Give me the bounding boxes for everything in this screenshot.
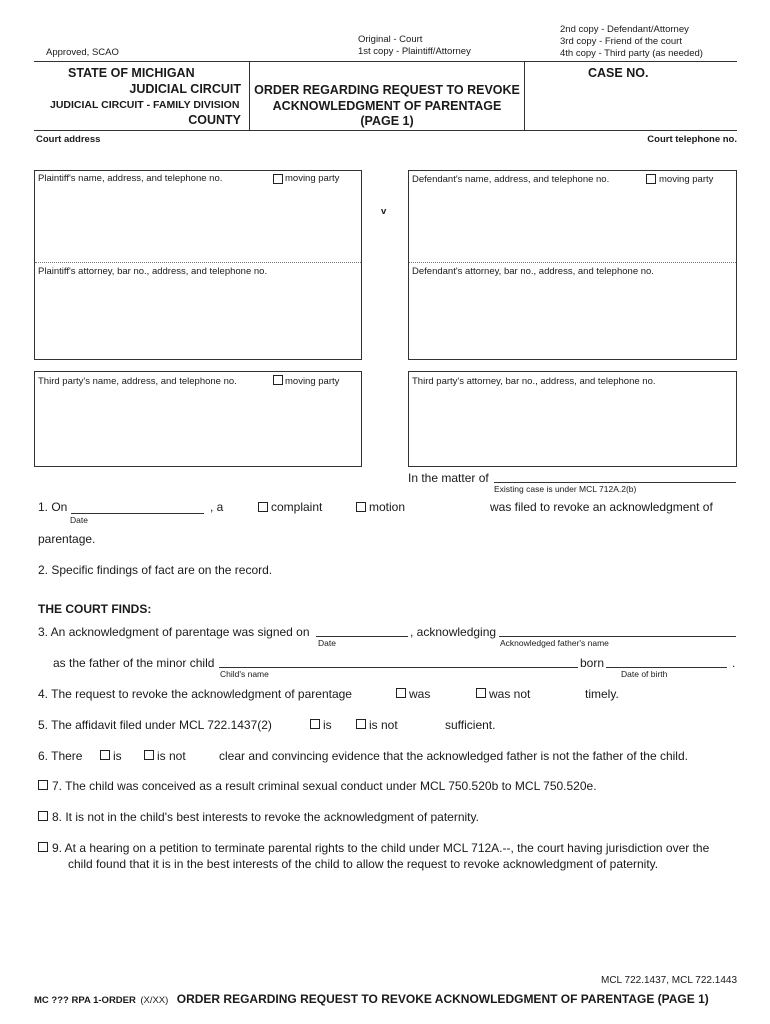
copy-second: 2nd copy - Defendant/Attorney [560,24,689,35]
item4-text: 4. The request to revoke the acknowledgment of parentage [38,687,352,701]
item4-was-not-checkbox[interactable] [476,688,486,698]
third-party-label: Third party's name, address, and telephone no. [38,376,237,387]
court-phone-label: Court telephone no. [647,134,737,145]
item5-text: 5. The affidavit filed under MCL 722.1437(2) [38,718,272,732]
item3-acknowledging: , acknowledging [410,625,497,639]
item3-text: 3. An acknowledgment of parentage was signed on [38,625,310,639]
form-title-line1: ORDER REGARDING REQUEST TO REVOKE [254,83,520,97]
item6-is-label: is [113,749,122,763]
item3-born: born [580,656,605,670]
item5-is-checkbox[interactable] [310,719,320,729]
header-bottom-rule [34,130,737,131]
item1-on: 1. On [38,500,68,514]
item3-period: . [732,656,736,670]
footer-form-id: MC ??? RPA 1-ORDER [34,995,136,1006]
third-party-moving-party-label: moving party [285,376,340,387]
item1-a: , a [210,500,224,514]
case-no-label: CASE NO. [588,66,649,80]
plaintiff-attorney-label: Plaintiff's attorney, bar no., address, and telephone no. [38,266,268,277]
state-label: STATE OF MICHIGAN [68,66,195,80]
item9-line1: 9. At a hearing on a petition to terminate parental rights to the child under MCL 712A.--, the court having jurisdiction over the [52,841,710,855]
item7-text: 7. The child was conceived as a result criminal sexual conduct under MCL 750.520b to MCL 750.520e. [52,779,597,793]
complaint-checkbox[interactable] [258,502,268,512]
court-address-field[interactable] [34,145,737,165]
item3-date-field[interactable] [316,636,408,637]
in-matter-of-label: In the matter of [408,471,489,485]
item3-child-field[interactable] [219,667,578,668]
defendant-label: Defendant's name, address, and telephone no. [412,174,610,185]
motion-label: motion [369,500,406,514]
item4-was-label: was [409,687,431,701]
versus-label: v [381,206,387,217]
copy-first: 1st copy - Plaintiff/Attorney [358,46,471,57]
item1-continuation: parentage. [38,532,96,546]
plaintiff-label: Plaintiff's name, address, and telephone no. [38,173,223,184]
item5-is-not-label: is not [369,718,398,732]
item3-child-caption: Child's name [220,669,269,679]
third-party-attorney-label: Third party's attorney, bar no., address, and telephone no. [412,376,656,387]
footer-form-id-line [34,990,709,1008]
family-division-label: JUDICIAL CIRCUIT - FAMILY DIVISION [50,99,240,111]
item3-dob-field[interactable] [606,667,727,668]
existing-case-caption: Existing case is under MCL 712A.2(b) [494,484,637,494]
defendant-moving-party-checkbox[interactable] [646,174,656,184]
item3-dob-caption: Date of birth [621,669,668,679]
item6-is-not-checkbox[interactable] [144,750,154,760]
item6-is-not-label: is not [157,749,186,763]
item1-date-field[interactable] [71,513,204,514]
county-label: COUNTY [188,113,241,127]
item7-checkbox[interactable] [38,780,48,790]
defendant-box[interactable] [408,170,737,360]
item5-is-label: is [323,718,332,732]
item8-text: 8. It is not in the child's best interests to revoke the acknowledgment of paternity. [52,810,479,824]
copy-original: Original - Court [358,34,423,45]
copy-fourth: 4th copy - Third party (as needed) [560,48,703,59]
item5-is-not-checkbox[interactable] [356,719,366,729]
header-divider-right [524,61,525,130]
defendant-divider [409,262,736,263]
defendant-attorney-label: Defendant's attorney, bar no., address, and telephone no. [412,266,654,277]
case-no-field[interactable] [530,82,734,126]
item3-father-caption: Acknowledged father's name [500,638,609,648]
approved-label: Approved, SCAO [46,47,119,58]
item3-minor-child: as the father of the minor child [53,656,215,670]
item4-was-checkbox[interactable] [396,688,406,698]
court-address-label: Court address [36,134,101,145]
judicial-circuit-label: JUDICIAL CIRCUIT [129,82,241,96]
item1-date-caption: Date [70,515,88,525]
item9-checkbox[interactable] [38,842,48,852]
item1-filed-text: was filed to revoke an acknowledgment of [490,500,713,514]
item6-rest: clear and convincing evidence that the acknowledged father is not the father of the child. [219,749,688,763]
form-title-line2: ACKNOWLEDGMENT OF PARENTAGE [272,98,502,113]
header-top-rule [34,61,737,62]
copy-third: 3rd copy - Friend of the court [560,36,682,47]
form-title [250,83,524,130]
item3-date-caption: Date [318,638,336,648]
item6-text: 6. There [38,749,83,763]
item8-checkbox[interactable] [38,811,48,821]
item9-line2: child found that it is in the best interests of the child to allow the request to revoke acknowledgment of paternity. [68,857,659,871]
plaintiff-moving-party-label: moving party [285,173,340,184]
item5-sufficient: sufficient. [445,718,496,732]
item3-father-field[interactable] [499,636,736,637]
complaint-label: complaint [271,500,323,514]
footer-form-title: ORDER REGARDING REQUEST TO REVOKE ACKNOWLEDGMENT OF PARENTAGE (PAGE 1) [176,992,709,1006]
in-matter-of-field[interactable] [494,482,736,483]
plaintiff-moving-party-checkbox[interactable] [273,174,283,184]
item4-timely: timely. [585,687,619,701]
plaintiff-box[interactable] [34,170,362,360]
footer-mcl: MCL 722.1437, MCL 722.1443 [600,975,737,986]
item6-is-checkbox[interactable] [100,750,110,760]
item4-was-not-label: was not [489,687,531,701]
plaintiff-divider [35,262,361,263]
form-title-line3: (PAGE 1) [360,114,414,128]
motion-checkbox[interactable] [356,502,366,512]
court-finds-heading: THE COURT FINDS: [38,602,152,616]
defendant-moving-party-label: moving party [659,174,714,185]
footer-form-date: (X/XX) [140,995,169,1006]
item2-text: 2. Specific findings of fact are on the record. [38,563,273,577]
third-party-moving-party-checkbox[interactable] [273,375,283,385]
